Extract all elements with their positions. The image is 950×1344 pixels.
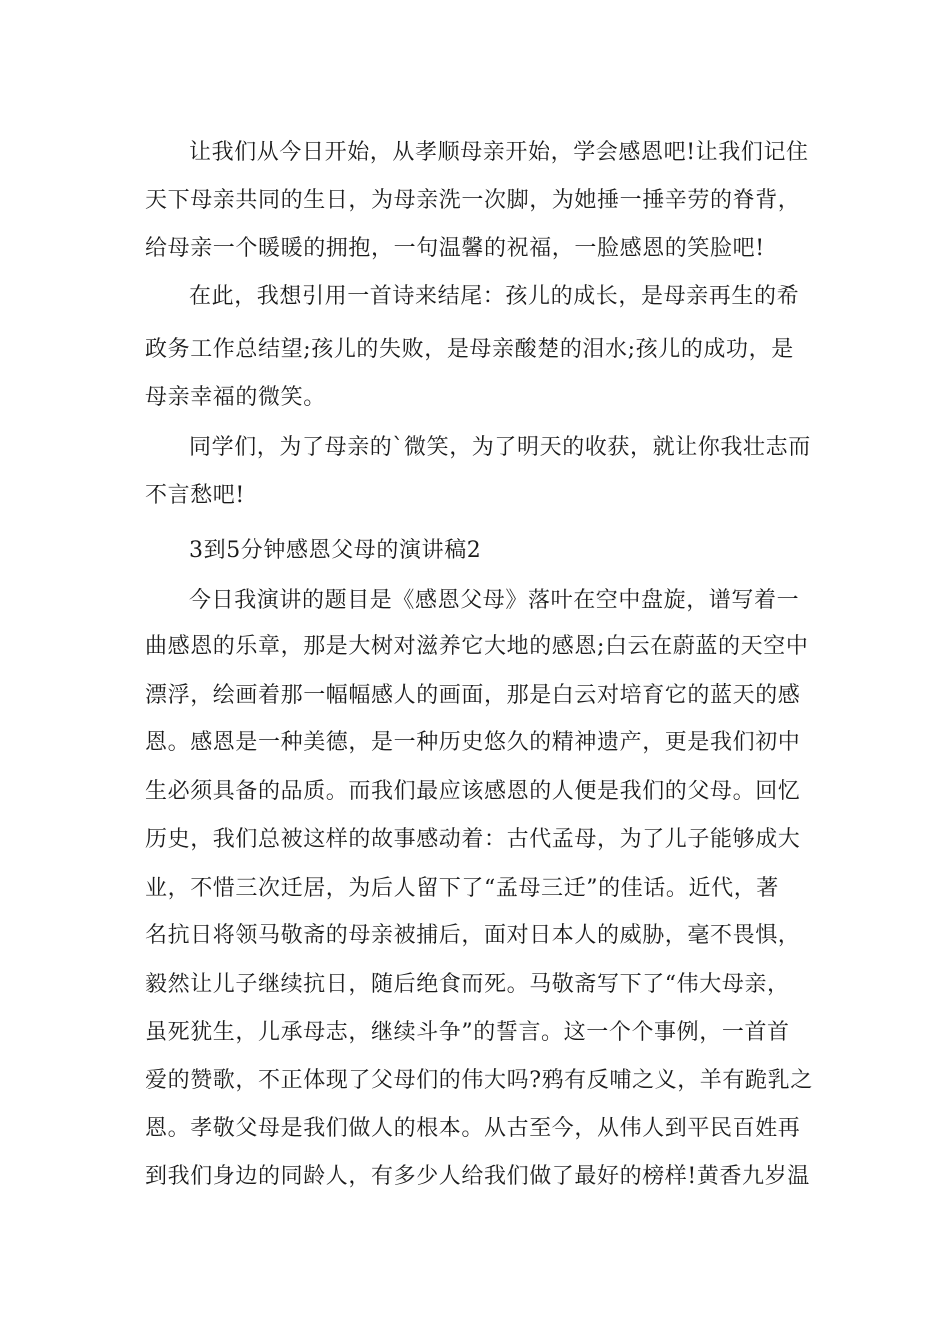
paragraph-line: 到我们身边的同龄人，有多少人给我们做了最好的榜样!黄香九岁温 [145,1164,810,1189]
paragraph-line: 恩。感恩是一种美德，是一种历史悠久的精神遗产，更是我们初中 [145,730,801,755]
paragraph-line: 漂浮，绘画着那一幅幅感人的画面，那是白云对培育它的蓝天的感 [145,683,801,708]
paragraph-line: 虽死犹生，儿承母志，继续斗争”的誓言。这一个个事例，一首首 [145,1020,790,1045]
paragraph-line: 历史，我们总被这样的故事感动着：古代孟母，为了儿子能够成大 [145,827,801,852]
paragraph-line: 名抗日将领马敬斋的母亲被捕后，面对日本人的威胁，毫不畏惧， [145,923,801,948]
paragraph-line: 同学们，为了母亲的`微笑，为了明天的收获，就让你我壮志而 [189,435,811,460]
paragraph-line: 让我们从今日开始，从孝顺母亲开始，学会感恩吧!让我们记住 [189,140,809,165]
paragraph-line: 政务工作总结望;孩儿的失败，是母亲酸楚的泪水;孩儿的成功，是 [145,337,794,362]
paragraph-line: 业，不惜三次迁居，为后人留下了“孟母三迁”的佳话。近代，著 [145,876,779,901]
paragraph-line: 曲感恩的乐章，那是大树对滋养它大地的感恩;白云在蔚蓝的天空中 [145,634,809,659]
paragraph-line: 毅然让儿子继续抗日，随后绝食而死。马敬斋写下了“伟大母亲， [145,972,790,997]
paragraph-line: 在此，我想引用一首诗来结尾：孩儿的成长，是母亲再生的希 [189,284,800,309]
paragraph-line: 母亲幸福的微笑。 [145,385,326,410]
paragraph-line: 天下母亲共同的生日，为母亲洗一次脚，为她捶一捶辛劳的脊背， [145,188,801,213]
paragraph-line: 不言愁吧! [145,483,245,508]
paragraph-line: 爱的赞歌，不正体现了父母们的伟大吗?鸦有反哺之义，羊有跪乳之 [145,1068,813,1093]
section-heading: 3到5分钟感恩父母的演讲稿2 [189,538,482,563]
paragraph-line: 恩。孝敬父母是我们做人的根本。从古至今，从伟人到平民百姓再 [145,1116,801,1141]
paragraph-line: 今日我演讲的题目是《感恩父母》落叶在空中盘旋，谱写着一 [189,588,800,613]
paragraph-line: 给母亲一个暖暖的拥抱，一句温馨的祝福，一脸感恩的笑脸吧! [145,236,765,261]
paragraph-line: 生必须具备的品质。而我们最应该感恩的人便是我们的父母。回忆 [145,779,801,804]
